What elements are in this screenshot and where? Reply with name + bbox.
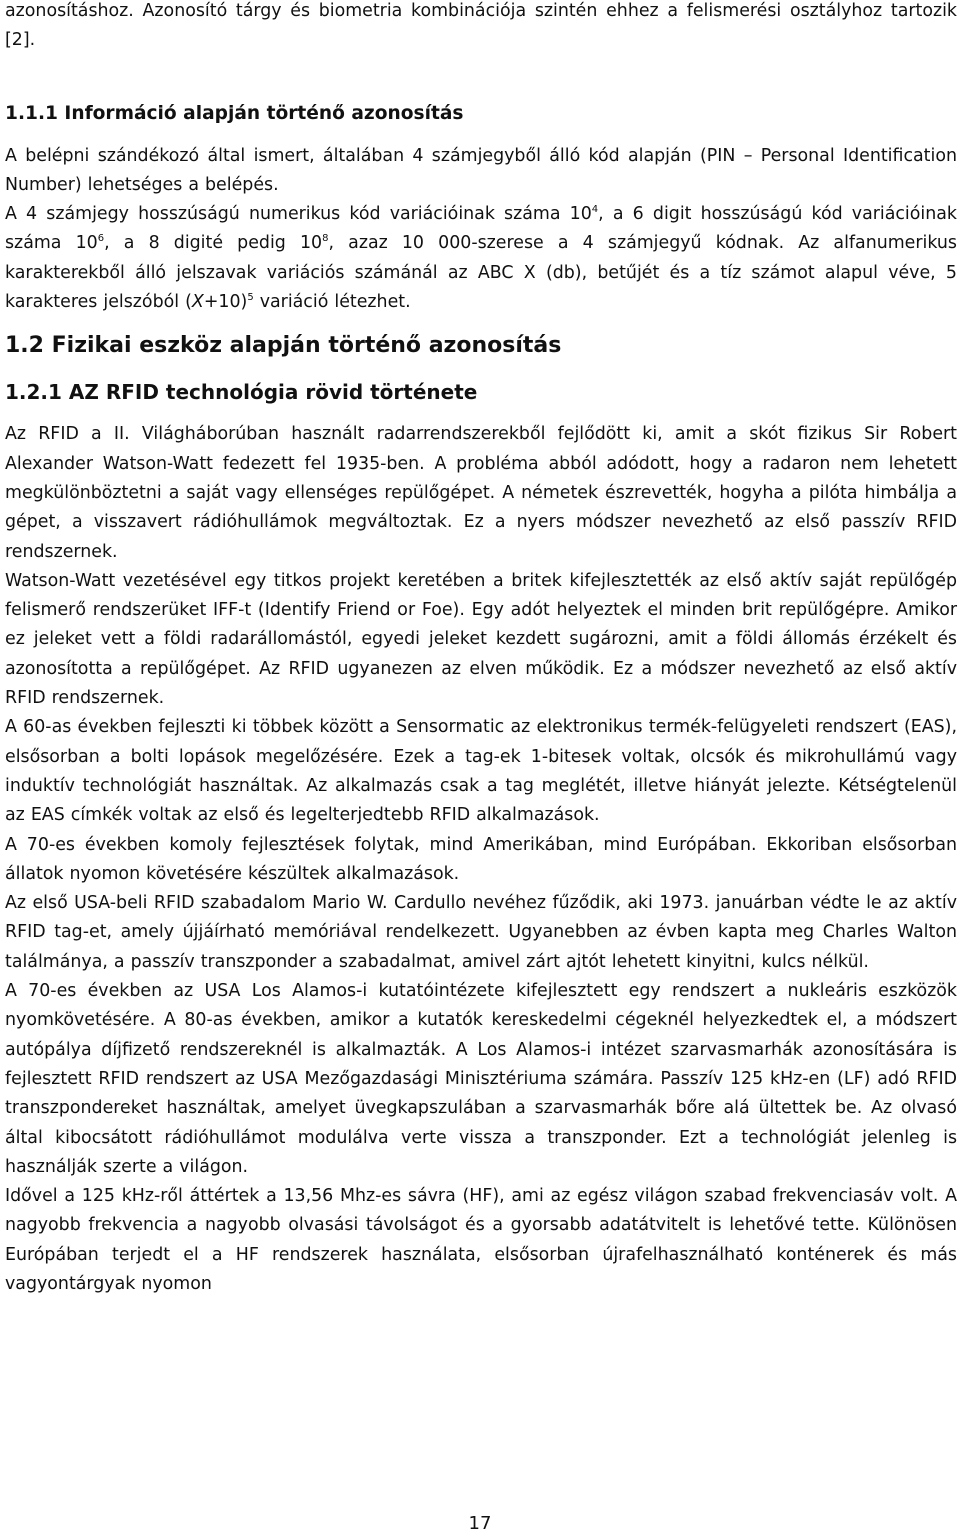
exponent: 6 [97, 233, 105, 245]
paragraph-los-alamos: A 70-es években az USA Los Alamos-i kutatóintézete kifejlesztett egy rendszert a nukleáris eszközök nyomkövetésére. A 80-as években, amikor a kutatók kereskedelmi cégeknél helyezkedtek el, a módszert autópálya díjfizető rendszereknél is alkalmazták. A Los Alamos-i intézet szarvasmarhák azonosítására is fejlesztett RFID rendszert az USA Mezőgazdasági Minisztériuma számára. Passzív 125 kHz-en (LF) adó RFID transzpondereket használtak, amelyet üvegkapszulában a szarvasmarhák bőre alá ültettek be. Az olvasó által kibocsátott rádióhullámot modulálva verte vissza a transzponder. Ezt a technológiát jelenleg is használják szerte a világon. [5, 981, 957, 1177]
paragraph-pin: A belépni szándékozó által ismert, általában 4 számjegyből álló kód alapján (PIN – Personal Identification Number) lehetséges a belépés. [5, 145, 957, 195]
paragraph-patent: Az első USA-beli RFID szabadalom Mario W. Cardullo nevéhez fűződik, aki 1973. januárban védte le az aktív RFID tag-et, amely újjáírható memóriával rendelkezett. Ugyanebben az évben kapta meg Charles Walton találmánya, a passzív transzponder a szabadalmat, amivel zárt ajtót lehetett kinyitni, kulcs nélkül. [5, 893, 957, 972]
paragraph-60s: A 60-as években fejleszti ki többek között a Sensormatic az elektronikus termék-felügyeleti rendszert (EAS), elsősorban a bolti lopások megelőzésére. Ezek a tag-ek 1-bitesek voltak, olcsók és mikrohullámú vagy induktív technológiát használtak. Az alkalmazás csak a tag meglétét, illetve hiányát jelezte. Kétségtelenül az EAS címkék voltak az első és legelterjedtebb RFID alkalmazások. [5, 717, 957, 826]
paragraph-70s: A 70-es években komoly fejlesztések folytak, mind Amerikában, mind Európában. Ekkoriban elsősorban állatok nyomon követésére készültek alkalmazások. [5, 834, 957, 884]
paragraph-rfid-origin: Az RFID a II. Világháborúban használt radarrendszerekből fejlődött ki, amit a skót fizikus Sir Robert Alexander Watson-Watt fedezett fel 1935-ben. A probléma abból adódott, hogy a radaron nem lehetett megkülönböztetni a saját vagy ellenséges repülőgépet. A németek észrevették, hogyha a pilóta himbálja a gépet, a visszavert rádióhullámok megváltoztak. Ez a nyers módszer nevezhető az első passzív RFID rendszernek. [5, 424, 957, 562]
paragraph-watson-watt: Watson-Watt vezetésével egy titkos projekt keretében a britek kifejlesztették az első aktív saját repülőgép felismerő rendszerüket IFF-t (Identify Friend or Foe). Egy adót helyeztek el minden brit repülőgépre. Amikor ez jeleket vett a földi radarállomástól, egyedi jeleket kezdett sugározni, amit a földi állomás érzékelt és azonosította a repülőgépet. Az RFID ugyanezen az elven működik. Ez a módszer nevezhető az első aktív RFID rendszernek. [5, 570, 957, 709]
heading-1-1-1: 1.1.1 Információ alapján történő azonosítás [5, 102, 464, 124]
heading-1-2: 1.2 Fizikai eszköz alapján történő azonosítás [5, 333, 562, 359]
heading-1-2-1: 1.2.1 AZ RFID technológia rövid története [5, 380, 478, 405]
exponent: 4 [591, 204, 599, 216]
variable-x: X [191, 292, 204, 313]
paragraph-intro-continuation: azonosításhoz. Azonosító tárgy és biometria kombinációja szintén ehhez a felismerési osztályhoz tartozik [2]. [5, 1, 957, 51]
document-page [5, 0, 957, 1299]
paragraph-variations: A 4 számjegy hosszúságú numerikus kód variációinak száma $10^4$, a 6 digit hosszúságú kód variációinak száma $10^6$, a 8 digité pedig $10^8$, azaz 10 000-szerese a 4 számjegyű kódnak. Az alfanumerikus karakterekből álló jelszavak variációs számánál az ABC X (db), betűjét és a tíz számot alapul véve, 5 karakteres jelszóból $(X+10)^5$ variáció létezhet. [5, 204, 957, 313]
page-number: 17 [468, 1513, 492, 1534]
exponent: 8 [322, 233, 329, 245]
exponent: 5 [247, 292, 254, 304]
paragraph-hf-band: Idővel a 125 kHz-ről áttértek a 13,56 Mhz-es sávra (HF), ami az egész világon szabad frekvenciasáv volt. A nagyobb frekvencia a nagyobb olvasási távolságot és a gyorsabb adatátvitelt is lehetővé tette. Különösen Európában terjedt el a HF rendszerek használata, elsősorban újrafelhasználható konténerek és más vagyontárgyak nyomon [5, 1186, 957, 1294]
